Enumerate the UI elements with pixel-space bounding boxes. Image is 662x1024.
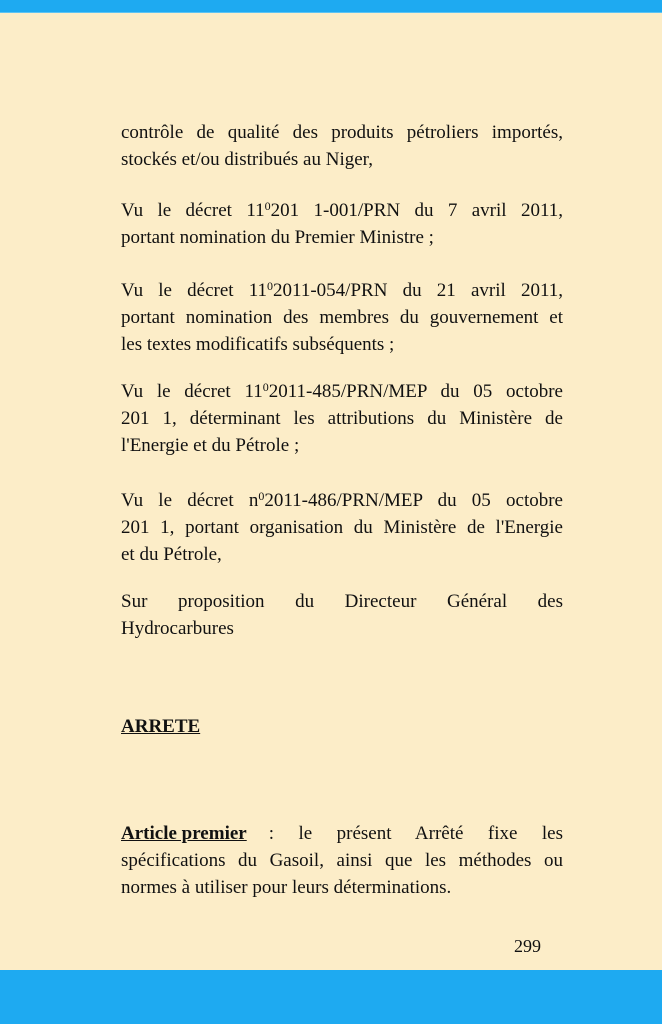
text-line: 201 1, déterminant les attributions du Ministère de xyxy=(121,408,563,429)
text-line: Hydrocarbures xyxy=(121,618,234,639)
paragraph-intro xyxy=(121,119,563,173)
text-line: normes à utiliser pour leurs déterminations. xyxy=(121,877,452,898)
text-line: les textes modificatifs subséquents ; xyxy=(121,334,395,355)
text-line: contrôle de qualité des produits pétroliers importés, xyxy=(121,122,563,143)
section-heading-arrete: ARRETE xyxy=(121,716,201,737)
page-number: 299 xyxy=(514,936,541,956)
bottom-accent-bar xyxy=(0,970,662,1024)
article-first-line-text: : le présent Arrêté fixe les xyxy=(268,823,563,844)
text-line: stockés et/ou distribués au Niger, xyxy=(121,149,373,170)
text-line: l'Energie et du Pétrole ; xyxy=(121,435,300,456)
text-line xyxy=(121,820,563,847)
text-line: Vu le décret $11^02011-485/PRN$/MEP du 05 octobre xyxy=(121,379,563,402)
text-line: et du Pétrole, xyxy=(121,544,222,565)
article-label: Article premier xyxy=(121,823,247,844)
text-line: portant nomination du Premier Ministre ; xyxy=(121,227,434,248)
text-line: portant nomination des membres du gouvernement et xyxy=(121,307,563,328)
paragraph-vu-decret-485 xyxy=(121,378,563,459)
paragraph-vu-decret-486 xyxy=(121,487,563,568)
top-accent-bar xyxy=(0,0,662,13)
text-line: Sur proposition du Directeur Général des xyxy=(121,591,563,612)
text-line: Vu le décret $11^02011-054$/PRN du 21 avril 2011, xyxy=(121,278,563,301)
paragraph-vu-decret-001 xyxy=(121,197,563,251)
paragraph-sur-proposition xyxy=(121,588,563,642)
paragraph-vu-decret-054 xyxy=(121,277,563,358)
text-line: 201 1, portant organisation du Ministère de l'Energie xyxy=(121,517,563,538)
text-line: spécifications du Gasoil, ainsi que les méthodes ou xyxy=(121,850,563,871)
text-line: Vu le décret $11^0201$ 1-001/PRN du 7 avril 2011, xyxy=(121,198,563,221)
text-line: Vu le décret $n^02011-486/PRN$/MEP du 05 octobre xyxy=(121,488,563,511)
paragraph-article-premier xyxy=(121,820,563,901)
